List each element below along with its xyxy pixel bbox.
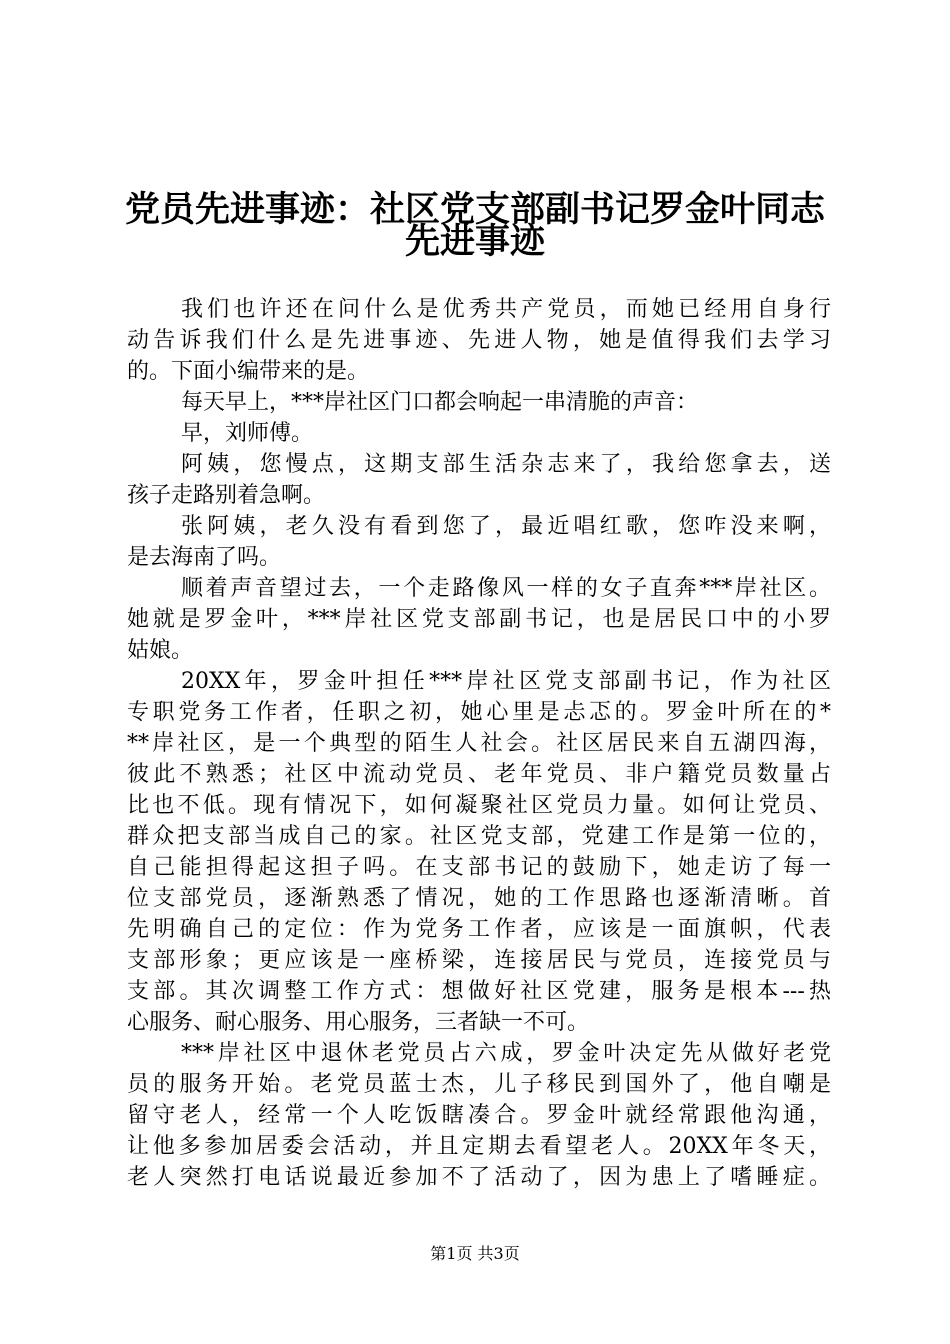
body-text-line: 员的服务开始。老党员蓝士杰，儿子移民到国外了，他自嘲是: [127, 1072, 831, 1097]
body-text-line: 20XX年，罗金叶担任***岸社区党支部副书记，作为社区: [181, 669, 831, 694]
body-text-line: 心服务、耐心服务、用心服务，三者缺一不可。: [127, 1010, 590, 1035]
body-text-line: 是去海南了吗。: [127, 545, 282, 570]
body-text-line: 孩子走路别着急啊。: [127, 483, 326, 508]
document-body: [127, 294, 831, 1193]
body-text-line: 让他多参加居委会活动，并且定期去看望老人。20XX年冬天，: [127, 1134, 831, 1159]
body-text-line: 阿姨，您慢点，这期支部生活杂志来了，我给您拿去，送: [181, 452, 831, 477]
body-text-line: ***岸社区中退休老党员占六成，罗金叶决定先从做好老党: [181, 1041, 831, 1066]
body-text-line: 支部形象；更应该是一座桥梁，连接居民与党员，连接党员与: [127, 948, 831, 973]
body-text-line: 彼此不熟悉；社区中流动党员、老年党员、非户籍党员数量占: [127, 762, 831, 787]
body-text-line: 老人突然打电话说最近参加不了活动了，因为患上了嗜睡症。: [127, 1165, 831, 1190]
body-text-line: 每天早上，***岸社区门口都会响起一串清脆的声音：: [181, 390, 699, 415]
document-title-line-1: 党员先进事迹：社区党支部副书记罗金叶同志: [124, 189, 825, 230]
body-text-line: 位支部党员，逐渐熟悉了情况，她的工作思路也逐渐清晰。首: [127, 886, 831, 911]
body-text-line: 张阿姨，老久没有看到您了，最近唱红歌，您咋没来啊，: [181, 514, 831, 539]
page-footer: 第1页 共3页: [430, 1244, 520, 1263]
body-text-line: 的。下面小编带来的是。: [127, 359, 370, 384]
body-text-line: 早，刘师傅。: [181, 421, 314, 446]
body-text-line: 动告诉我们什么是先进事迹、先进人物，她是值得我们去学习: [127, 328, 831, 353]
body-text-line: 支部。其次调整工作方式：想做好社区党建，服务是根本---热: [127, 979, 831, 1004]
body-text-line: 群众把支部当成自己的家。社区党支部，党建工作是第一位的，: [127, 824, 831, 849]
body-text-line: 姑娘。: [127, 638, 194, 663]
body-text-line: 先明确自己的定位：作为党务工作者，应该是一面旗帜，代表: [127, 917, 831, 942]
body-text-line: 留守老人，经常一个人吃饭瞎凑合。罗金叶就经常跟他沟通，: [127, 1103, 831, 1128]
body-text-line: 自己能担得起这担子吗。在支部书记的鼓励下，她走访了每一: [127, 855, 831, 880]
body-text-line: 我们也许还在问什么是优秀共产党员，而她已经用自身行: [181, 297, 831, 322]
body-text-line: 她就是罗金叶，***岸社区党支部副书记，也是居民口中的小罗: [127, 607, 831, 632]
document-title-line-2: 先进事迹: [404, 221, 545, 262]
body-text-line: **岸社区，是一个典型的陌生人社会。社区居民来自五湖四海，: [127, 731, 831, 756]
body-text-line: 顺着声音望过去，一个走路像风一样的女子直奔***岸社区。: [181, 576, 831, 601]
body-text-line: 专职党务工作者，任职之初，她心里是忐忑的。罗金叶所在的*: [127, 700, 831, 725]
body-text-line: 比也不低。现有情况下，如何凝聚社区党员力量。如何让党员、: [127, 793, 831, 818]
